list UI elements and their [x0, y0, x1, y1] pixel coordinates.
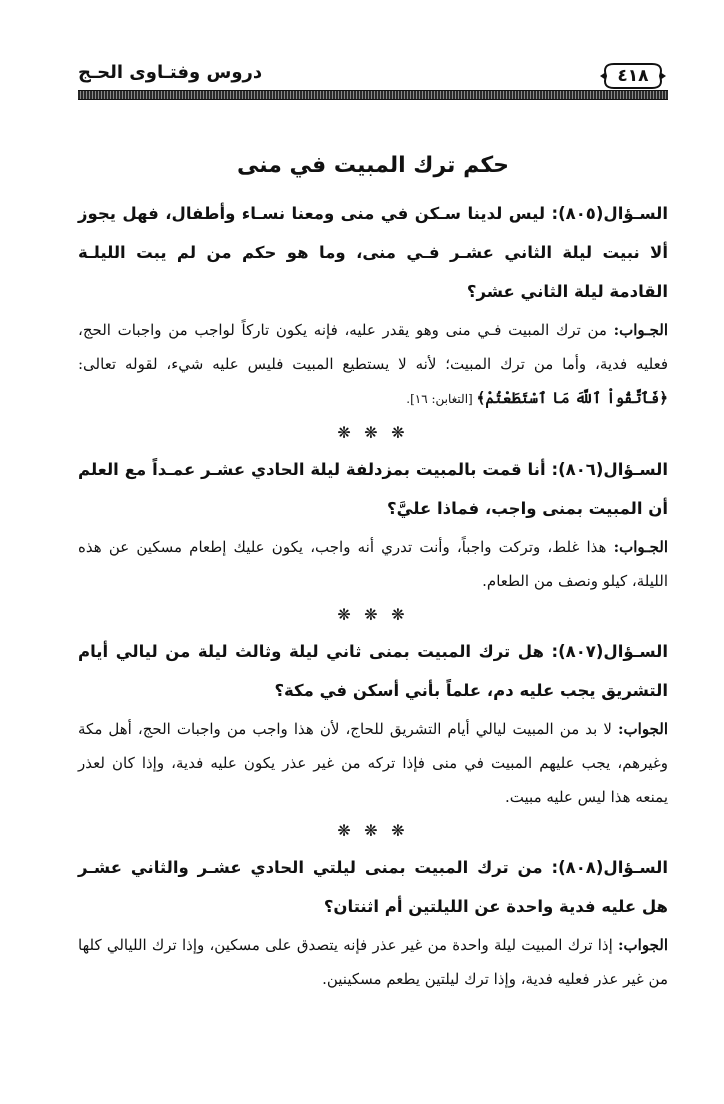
page-number: ٤١٨ [617, 66, 649, 86]
answer-text: هذا غلط، وتركت واجباً، وأنت تدري أنه واجب، يكون عليك إطعام مسكين عن هذه الليلة، كيلو ونصف من الطعام. [78, 538, 668, 590]
answer-label: الجـواب: [613, 321, 668, 339]
section-separator: ❋ ❋ ❋ [337, 821, 409, 840]
answer-808 [78, 928, 668, 996]
section-separator: ❋ ❋ ❋ [337, 605, 409, 624]
answer-label: الجواب: [618, 720, 668, 738]
verse-reference: [التغابن: ١٦]. [406, 392, 477, 406]
answer-text: لا بد من المبيت ليالي أيام التشريق للحاج، لأن هذا واجب من واجبات الحج، أهل مكة وغيرهم، يجب عليهم المبيت في منى فإذا تركه من غير عذر يكون عليه فدية، وإذا كان لعذر يمنعه هذا ليس عليه مبيت. [78, 720, 668, 806]
question-text: ليس لدينا سـكن في منى ومعنا نسـاء وأطفال، فهل يجوز ألا نبيت ليلة الثاني عشـر فـي منى، وما هو حكم من لم يبت الليلـة القادمة ليلة الثاني عشر؟ [78, 204, 668, 301]
running-title: دروس وفتـاوى الحـج [78, 62, 263, 83]
question-text: من ترك المبيت بمنى ليلتي الحادي عشـر والثاني عشـر هل عليه فدية واحدة عن الليلتين أم اثنتان؟ [78, 858, 668, 916]
page-content [78, 148, 668, 996]
question-label: السـؤال(٨٠٧): [551, 642, 668, 661]
answer-807 [78, 712, 668, 814]
answer-text: إذا ترك المبيت ليلة واحدة من غير عذر فإنه يتصدق على مسكين، وإذا ترك الليالي كلها من غير عذر فعليه فدية، وإذا ترك ليلتين يطعم مسكينين. [78, 936, 668, 988]
quran-verse: ﴿فَٱتَّقُواْ ٱللَّهَ مَا ٱسْتَطَعْتُمْ﴾ [476, 389, 668, 407]
question-text: أنا قمت بالمبيت بمزدلفة ليلة الحادي عشـر عمـداً مع العلم أن المبيت بمنى واجب، فماذا عليَّ؟ [78, 460, 668, 518]
question-label: السـؤال(٨٠٦): [551, 460, 668, 479]
question-label: السـؤال(٨٠٨): [551, 858, 668, 877]
answer-label: الجواب: [618, 936, 668, 954]
answer-text: من ترك المبيت فـي منى وهو يقدر عليه، فإنه يكون تاركاً لواجب من واجبات الحج، فعليه فدية، وأما من ترك المبيت؛ لأنه لا يستطيع المبيت فليس عليه شيء، لقوله تعالى: [78, 321, 668, 373]
page-number-badge [598, 58, 668, 94]
question-label: السـؤال(٨٠٥): [551, 204, 668, 223]
header-rule [78, 90, 668, 100]
section-title: حكم ترك المبيت في منى [237, 153, 509, 178]
question-808 [78, 848, 668, 926]
answer-806 [78, 530, 668, 598]
section-separator: ❋ ❋ ❋ [337, 423, 409, 442]
answer-label: الجـواب: [613, 538, 668, 556]
question-805 [78, 194, 668, 311]
answer-805 [78, 313, 668, 416]
page-header [78, 54, 668, 104]
question-text: هل ترك المبيت بمنى ثاني ليلة وثالث ليلة من ليالي أيام التشريق يجب عليه دم، علماً بأني أسكن في مكة؟ [78, 642, 668, 700]
question-806 [78, 450, 668, 528]
question-807 [78, 632, 668, 710]
